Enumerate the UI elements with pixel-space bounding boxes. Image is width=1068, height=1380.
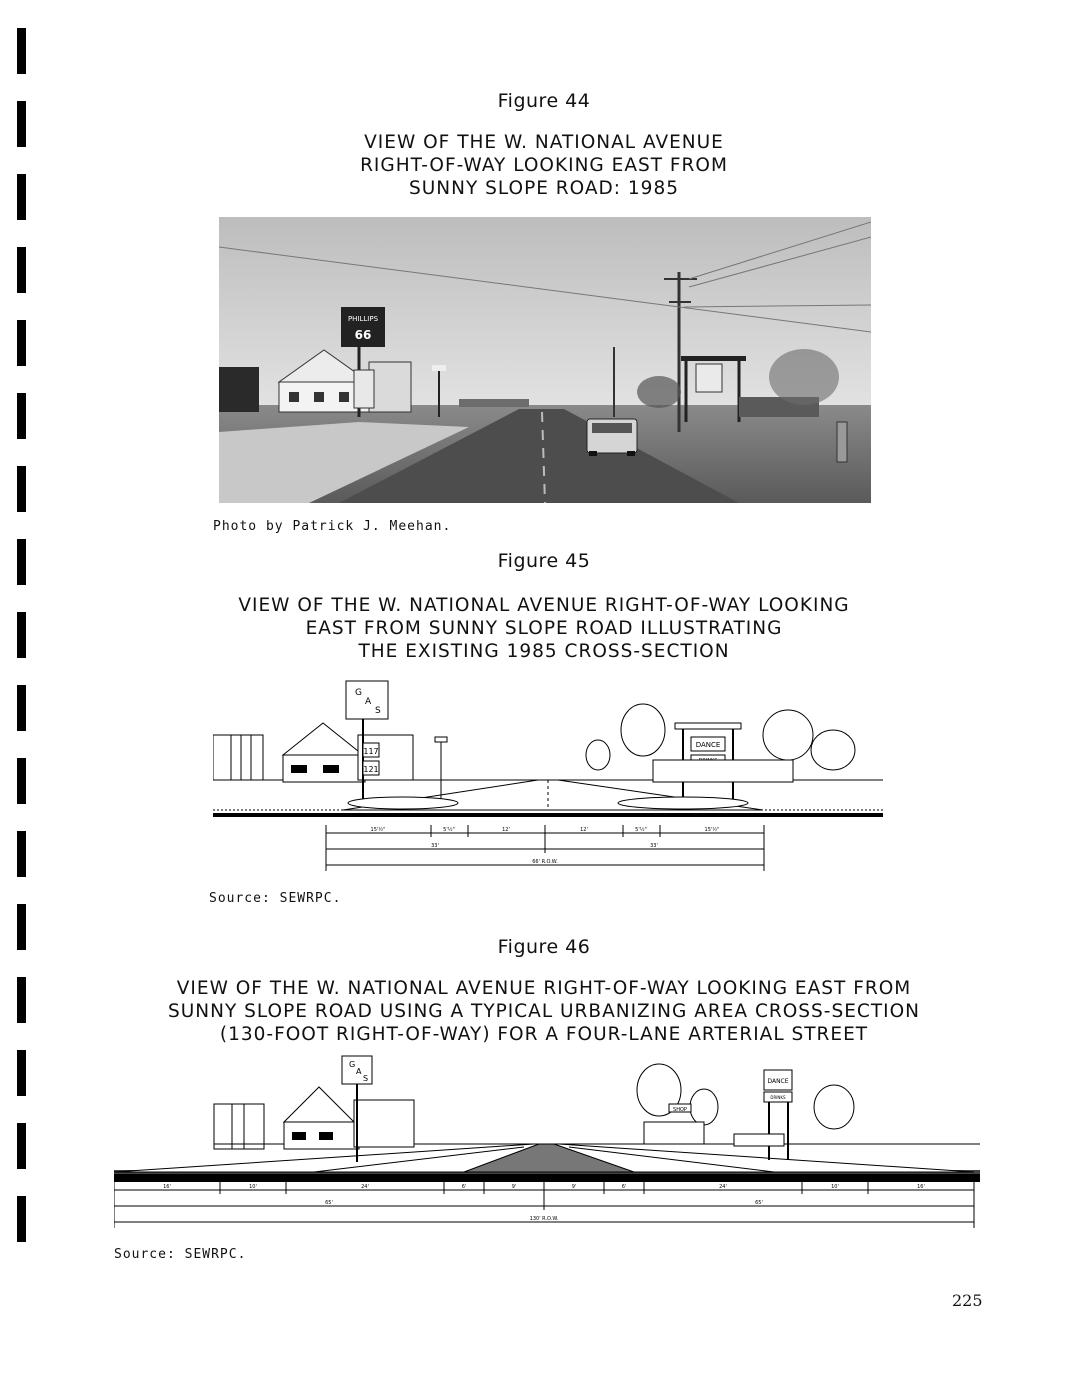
dimension-label: 65' (755, 1200, 763, 1206)
gas-sign-letter: S (375, 706, 381, 716)
title-line: EAST FROM SUNNY SLOPE ROAD ILLUSTRATING (305, 618, 783, 639)
binding-mark (17, 101, 26, 147)
binding-mark (17, 1196, 26, 1242)
figure-45-cross-section-drawing (213, 675, 883, 875)
binding-mark (17, 28, 26, 74)
figure-45-label: Figure 45 (497, 550, 591, 572)
figure-46-label: Figure 46 (497, 936, 591, 958)
dimension-label: 16' (917, 1184, 925, 1190)
figure-45-title (184, 594, 904, 663)
figure-44-photo (219, 217, 871, 503)
sign-number-text: 66 (354, 328, 372, 342)
binding-mark (17, 247, 26, 293)
binding-mark (17, 758, 26, 804)
dimension-label: 24' (719, 1184, 727, 1190)
dimension-label: 5'½" (635, 827, 647, 833)
binding-mark (17, 831, 26, 877)
binding-mark (17, 977, 26, 1023)
dimension-label: 9' (571, 1184, 577, 1190)
figure-46-title (104, 977, 984, 1046)
dimension-label: 66' R.O.W. (532, 859, 558, 865)
drinks-sign-text: DRINKS (770, 1095, 786, 1100)
dance-sign-text: DANCE (695, 741, 721, 749)
dimension-label: 33' (431, 843, 439, 849)
gas-sign-letter: A (356, 1067, 362, 1076)
gas-sign-letter: A (365, 697, 372, 707)
route-number: 121 (363, 765, 379, 774)
binding-mark (17, 1050, 26, 1096)
dimension-label: 33' (650, 843, 658, 849)
gas-sign-letter: G (355, 688, 362, 698)
dimension-label: 15'½" (370, 827, 386, 833)
cross-section-sketch (114, 1052, 980, 1232)
page-number: 225 (952, 1291, 983, 1310)
figure-46-source: Source: SEWRPC. (114, 1247, 247, 1262)
figure-45-source: Source: SEWRPC. (209, 891, 342, 906)
figure-44-label: Figure 44 (497, 90, 591, 112)
dimension-label: 12' (580, 827, 588, 833)
figure-46-cross-section-drawing (114, 1052, 980, 1232)
title-line: THE EXISTING 1985 CROSS-SECTION (358, 641, 730, 662)
cross-section-sketch (213, 675, 883, 875)
title-line: VIEW OF THE W. NATIONAL AVENUE (364, 132, 724, 153)
dimension-label: 6' (621, 1184, 627, 1190)
dimension-label: 5'½" (443, 827, 455, 833)
dance-sign-text: DANCE (767, 1078, 789, 1085)
binding-mark (17, 612, 26, 658)
dimension-label: 9' (511, 1184, 517, 1190)
dimension-label: 6' (461, 1184, 467, 1190)
title-line: RIGHT-OF-WAY LOOKING EAST FROM (360, 155, 728, 176)
dimension-label: 130' R.O.W. (529, 1216, 559, 1222)
title-line: VIEW OF THE W. NATIONAL AVENUE RIGHT-OF-WAY LOOKING (238, 595, 850, 616)
shop-sign-text: SHOP (673, 1107, 687, 1113)
gas-sign-letter: S (363, 1074, 369, 1083)
dimension-label: 12' (502, 827, 510, 833)
title-line: SUNNY SLOPE ROAD USING A TYPICAL URBANIZING AREA CROSS-SECTION (168, 1001, 920, 1022)
title-line: SUNNY SLOPE ROAD: 1985 (408, 178, 679, 199)
binding-mark (17, 393, 26, 439)
street-photo-image (219, 217, 871, 503)
figure-44-title (244, 131, 844, 200)
title-line: (130-FOOT RIGHT-OF-WAY) FOR A FOUR-LANE ARTERIAL STREET (219, 1024, 869, 1045)
binding-mark (17, 466, 26, 512)
binding-mark (17, 174, 26, 220)
sign-top-text: PHILLIPS (347, 315, 379, 323)
dimension-label: 15'½" (704, 827, 720, 833)
binding-mark (17, 904, 26, 950)
dimension-label: 16' (163, 1184, 171, 1190)
dimension-label: 10' (249, 1184, 257, 1190)
title-line: VIEW OF THE W. NATIONAL AVENUE RIGHT-OF-WAY LOOKING EAST FROM (176, 978, 912, 999)
binding-mark (17, 685, 26, 731)
gas-sign-letter: G (349, 1060, 356, 1069)
dimension-label: 65' (325, 1200, 333, 1206)
binding-mark (17, 320, 26, 366)
route-number: 117 (363, 747, 379, 756)
binding-mark (17, 539, 26, 585)
figure-44-photo-credit: Photo by Patrick J. Meehan. (213, 519, 452, 534)
dimension-label: 24' (361, 1184, 369, 1190)
dimension-label: 10' (831, 1184, 839, 1190)
binding-mark (17, 1123, 26, 1169)
